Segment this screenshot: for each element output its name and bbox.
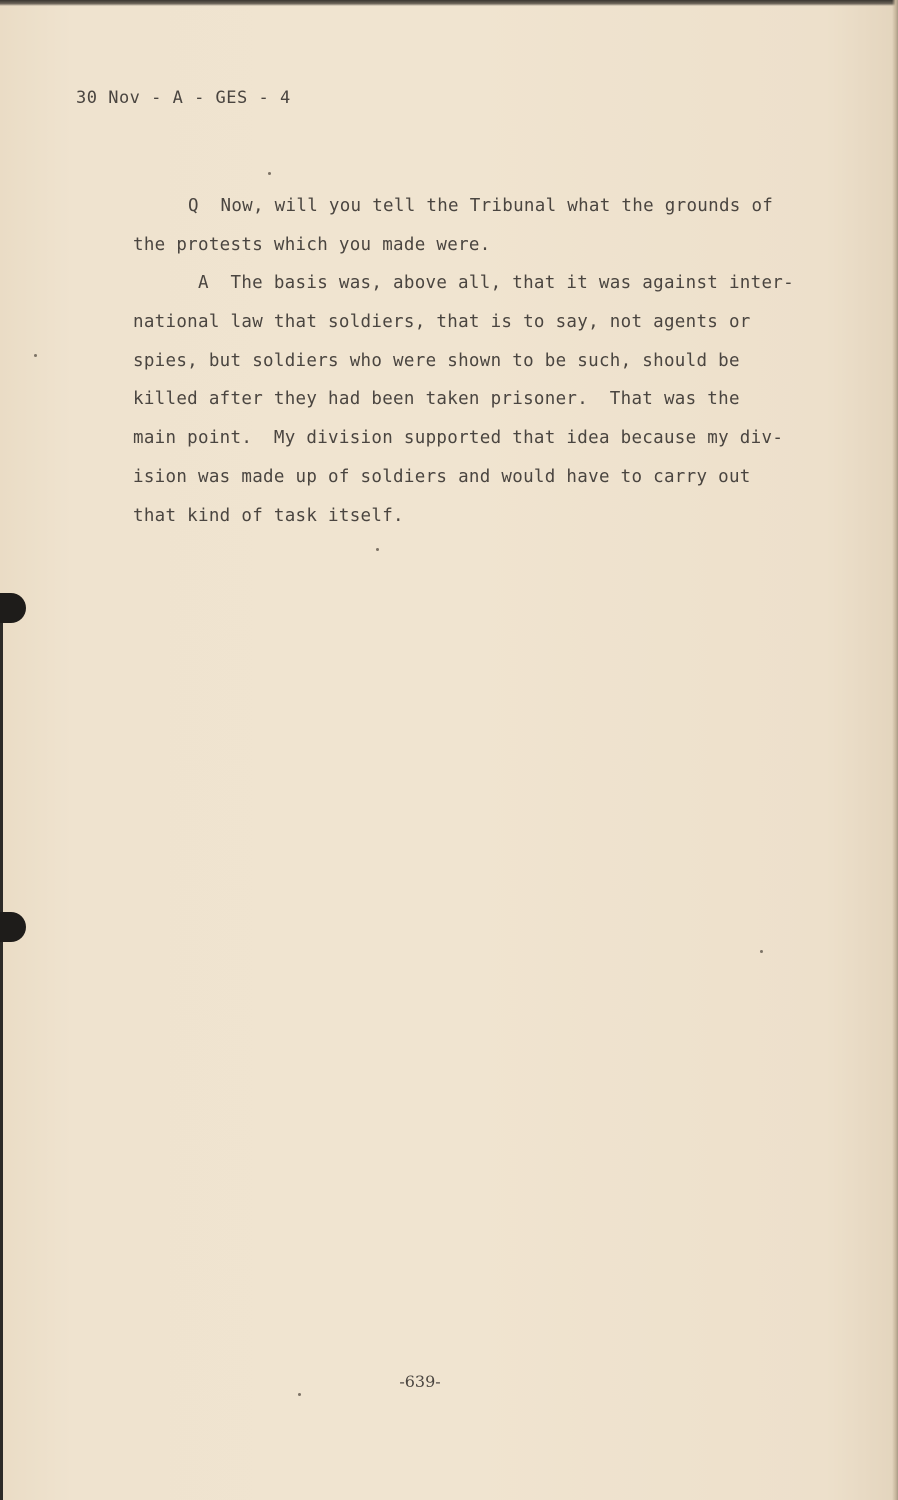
paper-speck: [760, 950, 763, 953]
punch-hole-top: [0, 593, 26, 623]
paper-speck: [268, 172, 271, 175]
paper-speck: [34, 354, 37, 357]
testimony-text: [133, 187, 853, 535]
page-top-edge: [0, 0, 898, 6]
binding-edge: [0, 600, 3, 1500]
paper-speck: [376, 548, 379, 551]
document-reference: 30 Nov - A - GES - 4: [76, 88, 291, 108]
text-line: ision was made up of soldiers and would have to carry out: [133, 466, 751, 487]
text-line: that kind of task itself.: [133, 505, 404, 526]
punch-hole-bottom: [0, 912, 26, 942]
answer-line: A The basis was, above all, that it was against inter-: [198, 273, 794, 294]
text-line: spies, but soldiers who were shown to be such, should be: [133, 350, 740, 371]
question-line: Q Now, will you tell the Tribunal what the grounds of: [188, 196, 774, 216]
page-number: -639-: [399, 1372, 441, 1391]
page-right-edge: [892, 0, 898, 1500]
text-line: main point. My division supported that idea because my div-: [133, 428, 784, 449]
text-line: national law that soldiers, that is to say, not agents or: [133, 312, 751, 333]
paper-speck: [298, 1393, 301, 1396]
text-line: killed after they had been taken prisoner. That was the: [133, 389, 740, 410]
text-line: the protests which you made were.: [133, 234, 491, 255]
